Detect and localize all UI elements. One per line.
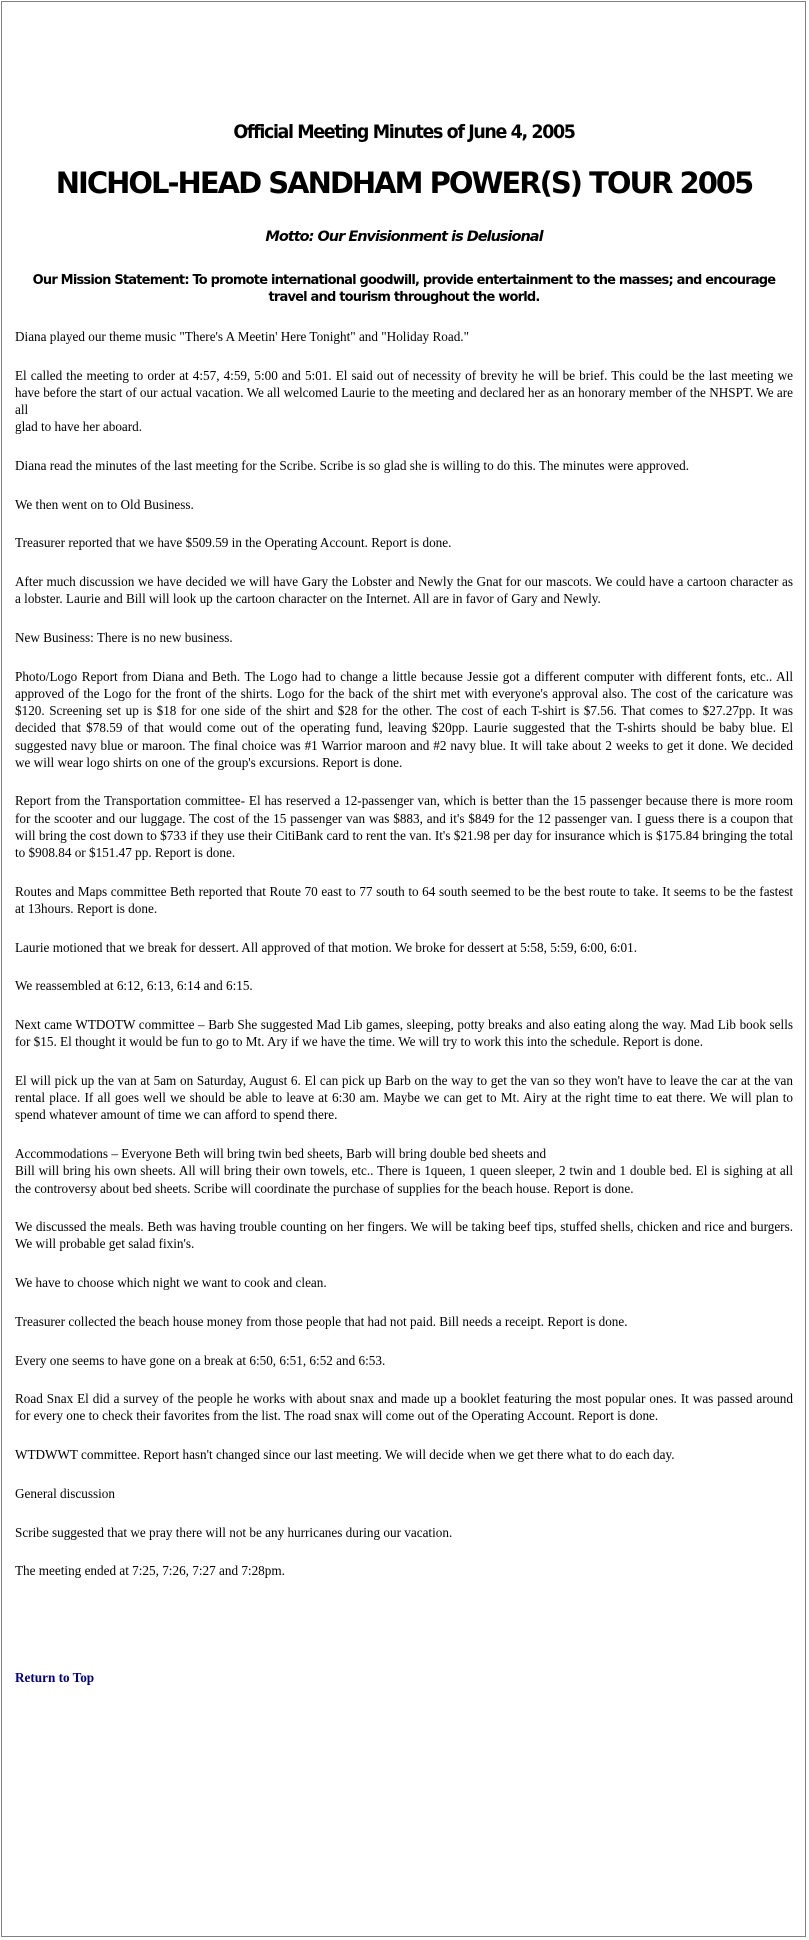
minutes-paragraph: Photo/Logo Report from Diana and Beth. The Logo had to change a little because Jessie got a different computer with different fonts, etc.. All approved of the Logo for the front of the shirts. Logo for the back of the shirt met with everyone's approval also. The cost of the caricature was $120. Screening set up is $18 for one side of the shirt and $28 for the other. The cost of each T-shirt is $7.56. That comes to $27.27pp. It was decided that $78.59 of that would come out of the operating fund, leaving $20pp. Laurie suggested that the T-shirts should be baby blue. El suggested navy blue or maroon. The final choice was #1 Warrior maroon and #2 navy blue. It will take about 2 weeks to get it done. We decided we will wear logo shirts on one of the group's excursions. Report is done. bbox=[15, 668, 793, 770]
minutes-title: Official Meeting Minutes of June 4, 2005 bbox=[233, 121, 575, 143]
minutes-paragraph: El will pick up the van at 5am on Saturday, August 6. El can pick up Barb on the way to get the van so they won't have to leave the car at the van rental place. If all goes well we should be able to leave at 6:30 am. Maybe we can get to Mt. Airy at the right time to eat there. We will plan to spend whatever amount of time we can afford to spend there. bbox=[15, 1072, 793, 1123]
minutes-paragraph: Routes and Maps committee Beth reported that Route 70 east to 77 south to 64 south seemed to be the best route to take. It seems to be the fastest at 13hours. Report is done. bbox=[15, 883, 793, 916]
minutes-content bbox=[15, 120, 793, 1686]
motto-heading: Motto: Our Envisionment is Delusional bbox=[265, 229, 543, 245]
minutes-paragraph: The meeting ended at 7:25, 7:26, 7:27 and 7:28pm. bbox=[15, 1563, 285, 1579]
return-to-top-link[interactable]: Return to Top bbox=[15, 1669, 95, 1685]
minutes-paragraph: New Business: There is no new business. bbox=[15, 630, 233, 646]
mission-statement: Our Mission Statement: To promote international goodwill, provide entertainment to the masses; and encourage travel and tourism throughout the world. bbox=[32, 273, 776, 305]
minutes-paragraph: Road Snax El did a survey of the people he works with about snax and made up a booklet featuring the most popular ones. It was passed around for every one to check their favorites from the list. The road snax will come out of the Operating Account. Report is done. bbox=[15, 1391, 793, 1424]
minutes-paragraph: El called the meeting to order at 4:57, 4:59, 5:00 and 5:01. El said out of necessity of brevity he will be brief. This could be the last meeting we have before the start of our actual vacation. We all welcomed Laurie to the meeting and declared her as an honorary member of the NHSPT. We are all glad to have her aboard. bbox=[15, 367, 793, 435]
minutes-paragraph: Every one seems to have gone on a break at 6:50, 6:51, 6:52 and 6:53. bbox=[15, 1352, 386, 1368]
minutes-paragraph: Laurie motioned that we break for dessert. All approved of that motion. We broke for dessert at 5:58, 5:59, 6:00, 6:01. bbox=[15, 939, 638, 955]
minutes-paragraph: WTDWWT committee. Report hasn't changed since our last meeting. We will decide when we get there what to do each day. bbox=[15, 1447, 675, 1463]
tour-name-heading: NICHOL-HEAD SANDHAM POWER(S) TOUR 2005 bbox=[55, 166, 753, 200]
page-frame bbox=[1, 1, 806, 1937]
minutes-paragraph: General discussion bbox=[15, 1485, 115, 1501]
minutes-paragraph: Report from the Transportation committee- El has reserved a 12-passenger van, which is better than the 15 passenger because there is more room for the scooter and our luggage. The cost of the 15 passenger van was $883, and it's $849 for the 12 passenger van. I guess there is a coupon that will bring the cost down to $733 if they use their CitiBank card to rent the van. It's $21.98 per day for insurance which is $175.84 bringing the total to $908.84 or $151.47 pp. Report is done. bbox=[15, 793, 793, 861]
minutes-paragraph: Diana played our theme music "There's A Meetin' Here Tonight" and "Holiday Road." bbox=[15, 329, 469, 344]
minutes-paragraph: Treasurer reported that we have $509.59 in the Operating Account. Report is done. bbox=[15, 535, 452, 551]
minutes-paragraph: We discussed the meals. Beth was having trouble counting on her fingers. We will be taking beef tips, stuffed shells, chicken and rice and burgers. We will probable get salad fixin's. bbox=[15, 1219, 793, 1252]
minutes-paragraph: Treasurer collected the beach house money from those people that had not paid. Bill needs a receipt. Report is done. bbox=[15, 1313, 628, 1329]
minutes-body bbox=[15, 328, 793, 1579]
minutes-paragraph: We reassembled at 6:12, 6:13, 6:14 and 6:15. bbox=[15, 978, 253, 994]
minutes-paragraph: Accommodations – Everyone Beth will bring twin bed sheets, Barb will bring double bed sheets and Bill will bring his own sheets. All will bring their own towels, etc.. There is 1queen, 1 queen sleeper, 2 twin and 1 double bed. El is sighing at all the controversy about bed sheets. Scribe will coordinate the purchase of supplies for the beach house. Report is done. bbox=[15, 1146, 793, 1196]
minutes-paragraph: Next came WTDOTW committee – Barb She suggested Mad Lib games, sleeping, potty breaks and also eating along the way. Mad Lib book sells for $15. El thought it would be fun to go to Mt. Ary if we have the time. We will try to work this into the schedule. Report is done. bbox=[15, 1017, 793, 1050]
minutes-paragraph: Diana read the minutes of the last meeting for the Scribe. Scribe is so glad she is willing to do this. The minutes were approved. bbox=[15, 458, 689, 474]
minutes-paragraph: After much discussion we have decided we will have Gary the Lobster and Newly the Gnat for our mascots. We could have a cartoon character as a lobster. Laurie and Bill will look up the cartoon character on the Internet. All are in favor of Gary and Newly. bbox=[15, 574, 793, 607]
minutes-paragraph: We have to choose which night we want to cook and clean. bbox=[15, 1275, 327, 1291]
minutes-paragraph: We then went on to Old Business. bbox=[15, 496, 194, 512]
minutes-paragraph: Scribe suggested that we pray there will not be any hurricanes during our vacation. bbox=[15, 1524, 453, 1540]
